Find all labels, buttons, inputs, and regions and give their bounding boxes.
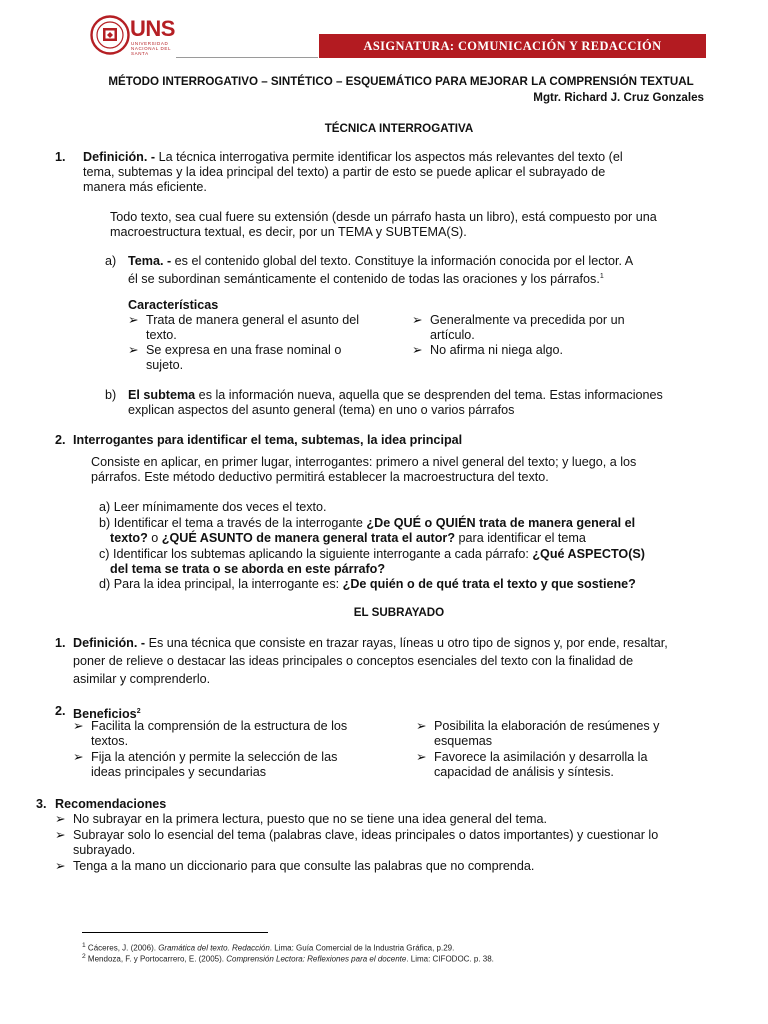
- footnote-ref-1[interactable]: 1: [599, 273, 604, 280]
- footnote-number: 1: [82, 942, 86, 949]
- step-b-line-1: [99, 516, 719, 531]
- rec-text: Subrayar solo lo esencial del tema (palabras clave, ideas principales o datos importantes) y cuestionar lo: [73, 828, 659, 842]
- step-b-line-2: [110, 531, 730, 546]
- item-label-a: a): [105, 254, 117, 268]
- car-text: artículo.: [430, 328, 475, 342]
- step-b-question: ¿QUÉ ASUNTO de manera general trata el autor?: [161, 531, 456, 545]
- definition-line-3: manera más eficiente.: [83, 180, 207, 194]
- car-text: sujeto.: [146, 358, 184, 372]
- step-b-text: b) Identificar el tema a través de la interrogante: [99, 516, 367, 530]
- list-number: 3.: [36, 797, 47, 811]
- step-b-question: ¿De QUÉ o QUIÉN trata de manera general el: [366, 516, 636, 530]
- arrow-bullet-icon: ➢: [128, 313, 139, 327]
- footnote-text: . Lima: CIFODOC. p. 38.: [406, 954, 494, 964]
- subtema-text: es la información nueva, aquella que se desprenden del tema. Estas informaciones: [195, 388, 663, 402]
- definition-text: La técnica interrogativa permite identificar los aspectos más relevantes del texto (el: [155, 150, 623, 164]
- footnote-text: Mendoza, F. y Portocarrero, E. (2005).: [85, 954, 227, 964]
- subtema-line-2: explican aspectos del asunto general (tema) en uno o varios párrafos: [128, 403, 515, 417]
- footnote-title: Gramática del texto. Redacción: [158, 943, 270, 953]
- subrayado-def-line-3: asimilar y comprenderlo.: [73, 672, 211, 686]
- recomendaciones-heading: Recomendaciones: [55, 797, 167, 811]
- footnote-text: . Lima: Guía Comercial de la Industria Gráfica, p.29.: [269, 943, 455, 953]
- arrow-bullet-icon: ➢: [73, 719, 84, 733]
- author-name: Mgtr. Richard J. Cruz Gonzales: [533, 91, 704, 104]
- car-text: No afirma ni niega algo.: [430, 343, 564, 357]
- ben-text: textos.: [91, 734, 129, 748]
- recommendation-item-1: [55, 812, 755, 827]
- ben-text: Facilita la comprensión de la estructura de los: [91, 719, 348, 733]
- list-number: 2.: [55, 433, 66, 447]
- arrow-bullet-icon: ➢: [55, 859, 66, 873]
- arrow-bullet-icon: ➢: [416, 750, 427, 764]
- definition-label: Definición. -: [83, 150, 156, 164]
- subrayado-def-line-1: [73, 636, 753, 651]
- arrow-bullet-icon: ➢: [412, 343, 423, 357]
- interrogantes-para-2: párrafos. Este método deductivo permitirá establecer la macroestructura del texto.: [91, 470, 549, 484]
- car-text: Trata de manera general el asunto del: [146, 313, 360, 327]
- car-text: texto.: [146, 328, 177, 342]
- tema-text: es el contenido global del texto. Constituye la información conocida por el lector. A: [171, 254, 634, 268]
- document-title: MÉTODO INTERROGATIVO – SINTÉTICO – ESQUEMÁTICO PARA MEJORAR LA COMPRENSIÓN TEXTUAL: [108, 75, 694, 88]
- footnote-2: [82, 951, 762, 965]
- step-d-question: ¿De quién o de qué trata el texto y que sostiene?: [342, 577, 636, 591]
- definition-line-2: tema, subtemas y la idea principal del texto) a partir de esto se puede aplicar el subrayado de: [83, 165, 606, 179]
- ben-left-item-1: [73, 719, 393, 749]
- ben-right-item-1: [416, 719, 736, 749]
- footnote-rule: [82, 932, 268, 933]
- header-rule: [176, 57, 318, 58]
- ben-text: ideas principales y secundarias: [91, 765, 267, 779]
- arrow-bullet-icon: ➢: [55, 828, 66, 842]
- rec-text: subrayado.: [73, 843, 136, 857]
- ben-text: capacidad de análisis y síntesis.: [434, 765, 614, 779]
- arrow-bullet-icon: ➢: [55, 812, 66, 826]
- step-c-line-2: del tema se trata o se aborda en este párrafo?: [110, 562, 386, 576]
- subrayado-def-label: Definición. -: [73, 636, 146, 650]
- recommendation-item-3: [55, 859, 755, 874]
- car-left-item-2: [128, 343, 408, 373]
- subrayado-def-text: Es una técnica que consiste en trazar rayas, líneas u otro tipo de signos y, por ende, resaltar,: [145, 636, 668, 650]
- ben-right-item-2: [416, 750, 736, 780]
- section-heading-tecnica: TÉCNICA INTERROGATIVA: [324, 122, 474, 135]
- list-number: 2.: [55, 704, 66, 718]
- car-left-item-1: [128, 313, 408, 343]
- interrogantes-heading: Interrogantes para identificar el tema, subtemas, la idea principal: [73, 433, 463, 447]
- footnote-number: 2: [82, 953, 86, 960]
- step-b-text: o: [147, 531, 162, 545]
- item-label-b: b): [105, 388, 117, 402]
- car-right-item-2: [412, 343, 712, 358]
- logo-subtext: UNIVERSIDAD NACIONAL DEL SANTA: [131, 41, 171, 56]
- paragraph-line-2: macroestructura textual, es decir, por un TEMA y SUBTEMA(S).: [110, 225, 467, 239]
- logo-text: UNS: [130, 16, 175, 41]
- recommendation-item-2: [55, 828, 760, 858]
- list-number: 1.: [55, 150, 66, 164]
- rec-text: Tenga a la mano un diccionario para que consulte las palabras que no comprenda.: [73, 859, 535, 873]
- step-c-text: c) Identificar los subtemas aplicando la siguiente interrogante a cada párrafo:: [99, 547, 533, 561]
- tema-label: Tema. -: [128, 254, 172, 268]
- step-c-line-1: [99, 547, 739, 562]
- ben-left-item-2: [73, 750, 393, 780]
- step-b-text: para identificar el tema: [455, 531, 586, 545]
- university-seal-icon: [90, 15, 130, 55]
- interrogantes-para-1: Consiste en aplicar, en primer lugar, interrogantes: primero a nivel general del texto; y luego, a los: [91, 455, 637, 469]
- subtema-label: El subtema: [128, 388, 196, 402]
- step-a: a) Leer mínimamente dos veces el texto.: [99, 500, 327, 514]
- step-d: [99, 577, 739, 592]
- car-text: Se expresa en una frase nominal o: [146, 343, 342, 357]
- list-number: 1.: [55, 636, 66, 650]
- rec-text: No subrayar en la primera lectura, puesto que no se tiene una idea general del tema.: [73, 812, 547, 826]
- ben-text: esquemas: [434, 734, 493, 748]
- arrow-bullet-icon: ➢: [128, 343, 139, 357]
- arrow-bullet-icon: ➢: [73, 750, 84, 764]
- university-logo: [90, 14, 178, 56]
- subrayado-def-line-2: poner de relieve o destacar las ideas principales o conceptos esenciales del texto con la finalidad de: [73, 654, 634, 668]
- ben-text: Posibilita la elaboración de resúmenes y: [434, 719, 660, 733]
- tema-text-2: él se subordinan semánticamente el contenido de todas las oraciones y los párrafos.: [128, 272, 600, 287]
- beneficios-label: Beneficios: [73, 707, 137, 722]
- tema-line-1: [128, 254, 728, 269]
- car-text: Generalmente va precedida por un: [430, 313, 625, 327]
- ben-text: Favorece la asimilación y desarrolla la: [434, 750, 648, 764]
- step-b-question: texto?: [110, 531, 148, 545]
- subtema-line-1: [128, 388, 748, 403]
- course-banner: ASIGNATURA: COMUNICACIÓN Y REDACCIÓN: [319, 34, 706, 58]
- ben-text: Fija la atención y permite la selección de las: [91, 750, 338, 764]
- footnote-ref-2[interactable]: 2: [136, 708, 141, 715]
- step-d-text: d) Para la idea principal, la interrogante es:: [99, 577, 343, 591]
- footnote-title: Comprensión Lectora: Reflexiones para el docente: [226, 954, 407, 964]
- step-c-question: ¿Qué ASPECTO(S): [532, 547, 645, 561]
- definition-line-1: [83, 150, 723, 165]
- car-right-item-1: [412, 313, 712, 343]
- arrow-bullet-icon: ➢: [412, 313, 423, 327]
- footnote-text: Cáceres, J. (2006).: [85, 943, 159, 953]
- caracteristicas-heading: Características: [128, 298, 219, 312]
- tema-line-2: [128, 269, 604, 287]
- paragraph-line-1: Todo texto, sea cual fuere su extensión (desde un párrafo hasta un libro), está compuesto por una: [110, 210, 657, 224]
- arrow-bullet-icon: ➢: [416, 719, 427, 733]
- section-heading-subrayado: EL SUBRAYADO: [353, 606, 445, 619]
